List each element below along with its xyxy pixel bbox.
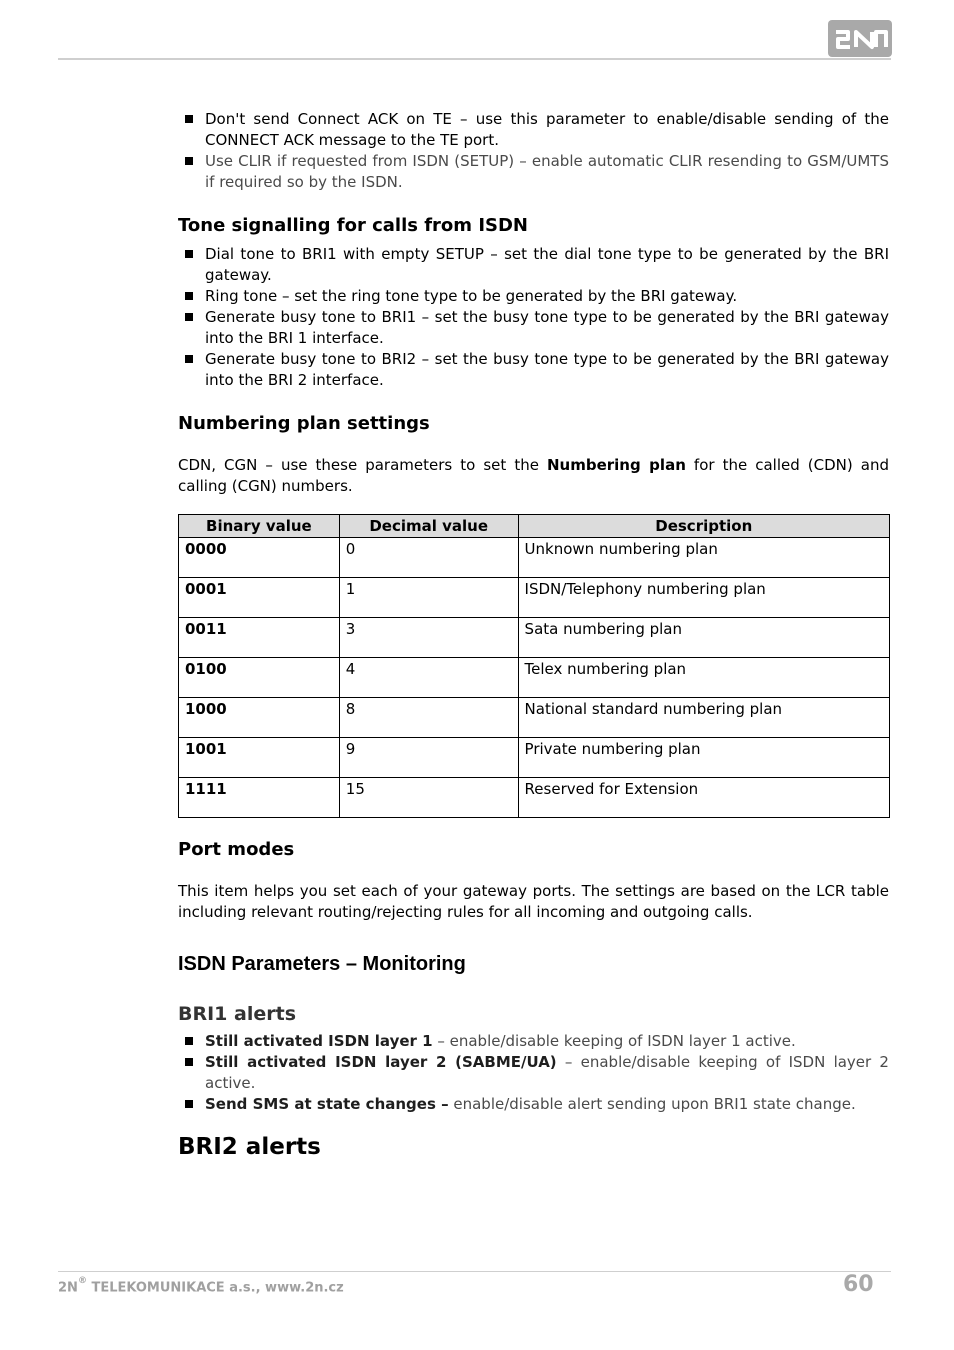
list-item — [205, 1094, 889, 1115]
numbering-description — [178, 455, 889, 497]
footer-divider — [58, 1271, 891, 1272]
table-row — [179, 538, 890, 578]
alert-option-name: Still activated ISDN layer 1 — [205, 1032, 433, 1050]
column-header: Decimal value — [339, 515, 518, 538]
list-item: Use CLIR if requested from ISDN (SETUP) – enable automatic CLIR resending to GSM/UMTS if required so by the ISDN. — [205, 152, 889, 191]
section-heading-bri1: BRI1 alerts — [178, 1003, 296, 1025]
list-item: Dial tone to BRI1 with empty SETUP – set the dial tone type to be generated by the BRI gateway. — [205, 245, 889, 284]
description-cell: Private numbering plan — [518, 738, 889, 778]
binary-cell: 0011 — [179, 618, 340, 658]
column-header: Binary value — [179, 515, 340, 538]
list-item: Ring tone – set the ring tone type to be generated by the BRI gateway. — [205, 286, 889, 307]
binary-cell: 0100 — [179, 658, 340, 698]
section-heading-bri2: BRI2 alerts — [178, 1134, 321, 1160]
decimal-cell: 4 — [339, 658, 518, 698]
binary-cell: 1001 — [179, 738, 340, 778]
header-divider — [58, 58, 891, 60]
binary-cell: 0000 — [179, 538, 340, 578]
column-header: Description — [518, 515, 889, 538]
description-cell: ISDN/Telephony numbering plan — [518, 578, 889, 618]
alert-option-name: Still activated ISDN layer 2 (SABME/UA) — [205, 1053, 557, 1071]
decimal-cell: 9 — [339, 738, 518, 778]
port-modes-description: This item helps you set each of your gateway ports. The settings are based on the LCR table including relevant routing/rejecting rules for all incoming and outgoing calls. — [178, 882, 889, 921]
alert-option-text: – enable/disable keeping of ISDN layer 2 active. — [205, 1053, 889, 1092]
table-row — [179, 778, 890, 818]
table-row — [179, 658, 890, 698]
footer-company-text: TELEKOMUNIKACE a.s., www.2n.cz — [86, 1280, 344, 1296]
table-row — [179, 698, 890, 738]
para-text: for the called (CDN) and calling (CGN) numbers. — [178, 456, 889, 495]
description-cell: National standard numbering plan — [518, 698, 889, 738]
table-row — [179, 738, 890, 778]
binary-cell: 1111 — [179, 778, 340, 818]
decimal-cell: 3 — [339, 618, 518, 658]
alert-option-name: Send SMS at state changes – — [205, 1095, 449, 1113]
section-heading-numbering: Numbering plan settings — [178, 413, 430, 434]
list-item: Don't send Connect ACK on TE – use this parameter to enable/disable sending of the CONNECT ACK message to the TE port. — [205, 110, 889, 149]
list-item — [205, 1031, 889, 1052]
table-header-row — [179, 515, 890, 538]
para-bold-text: Numbering plan — [546, 456, 686, 474]
page-content — [178, 109, 889, 1161]
description-cell: Sata numbering plan — [518, 618, 889, 658]
table-row — [179, 618, 890, 658]
binary-cell: 0001 — [179, 578, 340, 618]
section-heading-tone: Tone signalling for calls from ISDN — [178, 215, 528, 236]
company-logo — [828, 20, 892, 57]
decimal-cell: 0 — [339, 538, 518, 578]
registered-mark: ® — [77, 1276, 87, 1286]
table-row — [179, 578, 890, 618]
logo-2n-icon — [828, 20, 892, 57]
list-item — [205, 1052, 889, 1094]
para-text: CDN, CGN – use these parameters to set the — [178, 456, 547, 474]
description-cell: Reserved for Extension — [518, 778, 889, 818]
binary-cell: 1000 — [179, 698, 340, 738]
numbering-plan-table — [178, 514, 890, 818]
footer-company — [58, 1276, 344, 1296]
alert-option-text: – enable/disable keeping of ISDN layer 1 active. — [432, 1032, 796, 1050]
section-heading-port-modes: Port modes — [178, 839, 295, 860]
alert-option-text: enable/disable alert sending upon BRI1 state change. — [448, 1095, 856, 1113]
page-number: 60 — [843, 1272, 874, 1297]
decimal-cell: 8 — [339, 698, 518, 738]
list-item: Generate busy tone to BRI2 – set the busy tone type to be generated by the BRI gateway into the BRI 2 interface. — [205, 350, 889, 389]
bri1-bullet-list — [205, 1031, 889, 1115]
top-bullet-list — [205, 109, 889, 193]
description-cell: Telex numbering plan — [518, 658, 889, 698]
list-item: Generate busy tone to BRI1 – set the busy tone type to be generated by the BRI gateway into the BRI 1 interface. — [205, 308, 889, 347]
footer-brand: 2N — [58, 1280, 78, 1296]
section-heading-monitoring: ISDN Parameters – Monitoring — [178, 953, 466, 975]
decimal-cell: 1 — [339, 578, 518, 618]
tone-bullet-list — [205, 244, 889, 391]
decimal-cell: 15 — [339, 778, 518, 818]
description-cell: Unknown numbering plan — [518, 538, 889, 578]
